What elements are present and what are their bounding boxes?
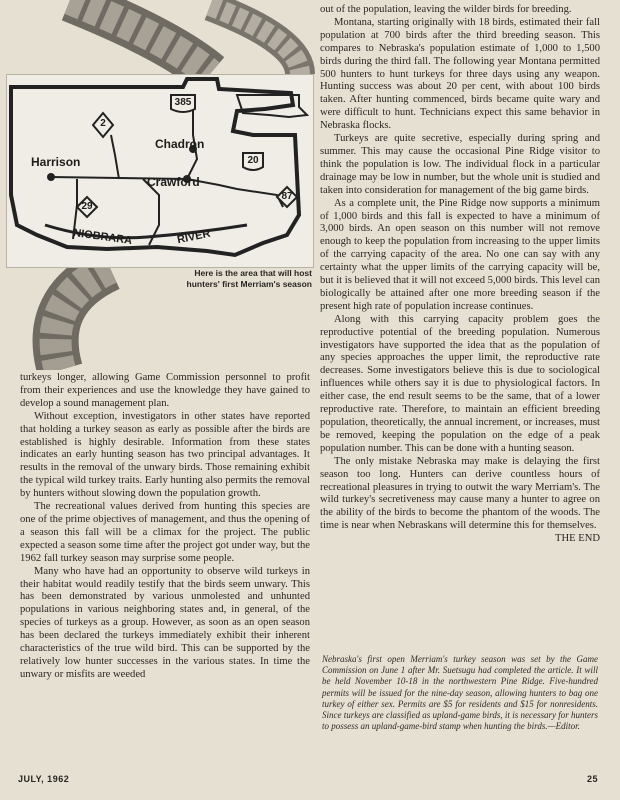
article-right-column — [320, 4, 600, 546]
town-label-harrison: Harrison — [31, 155, 81, 169]
river-label-niobrara: NIOBRARA — [72, 226, 133, 248]
town-label-crawford: Crawford — [147, 175, 200, 189]
paragraph: As a complete unit, the Pine Ridge now supports a minimum of 1,000 birds and this fall is expected to have a minimum of 3,000 birds. An open season on this number will not remove enough to keep the population from increasing to the upper limits of the carrying capacity of the area. No one can say with any certainty what the upper limits of the carrying capacity will be, but it is believed that it will not exceed 5,000 birds. This level can biologically be attained after one more breeding season if the present high rate of population increase continues. — [320, 197, 600, 312]
highway-label-385: 385 — [174, 97, 192, 108]
editor-note: Nebraska's first open Merriam's turkey season was set by the Game Commission on June 1 after Mr. Suetsugu had completed the article. It will be held November 10-18 in the northwestern Pine Ridge. Five-hundred permits will be issued for the nine-day season, allowing hunters to bag one turkey of either sex. Permits are $5 for residents and $15 for nonresidents. Since turkeys are classified as upland-game birds, it is necessary for hunters to possess an upland-game-bird stamp when hunting the birds.—Editor. — [322, 654, 598, 732]
paragraph: Without exception, investigators in other states have reported that holding a turkey season as early as possible after the birds are established is highly desirable. Information from these states indicates an early hunting season has two principal advantages. It results in the removal of the unwary birds. Those remaining exhibit the typical wild turkey traits. Early hunting also permits the removal by hunters without slowing down the population growth. — [20, 410, 310, 500]
paragraph-final — [320, 455, 600, 545]
highway-label-20: 20 — [247, 155, 259, 166]
paragraph: Along with this carrying capacity problem goes the reproductive potential of the breeding population. Numerous investigators have supported the idea that as the population of any species approaches the upper limit, the reproductive rate decreases. Some investigators believe this is due to sociological influences while others say it is due to physiological factors. In either case, the end result seems to be the same, that of a lower reproductive rate. Therefore, to maintain an efficient breeding population, theoretically, the annual increment, or increases, must be removed, keeping the population on the edge of a peak population number. This can be done with a hunting season. — [320, 313, 600, 454]
paragraph: Montana, starting originally with 18 birds, estimated their fall population at 700 birds after the third breeding season. This compares to Nebraska's population estimate of 1,000 to 1,500 birds during the third fall. The following year Montana permitted 500 hunters to hunt turkeys for three days using any weapon. Hunting success was about 20 per cent, with about 100 birds taken. After hunting commenced, birds became quite wary and were difficult to hunt. Technicians expect this same behavior in Nebraska flocks. — [320, 16, 600, 132]
river-label-river: RIVER — [176, 227, 212, 247]
paragraph: out of the population, leaving the wilder birds for breeding. — [320, 4, 572, 15]
paragraph: The only mistake Nebraska may make is delaying the first season too long. Hunters can derive countless hours of recreational pleasures in trying to outwit the wary Merriam's. The wild turkey's secretiveness may cause many a hunter to agree on the ability of the birds to become the phantom of the woods. The time is near when Nebraskans will determine this for themselves. — [320, 455, 600, 532]
town-label-chadron: Chadron — [155, 137, 205, 151]
highway-label-29: 29 — [81, 201, 93, 212]
article-left-column — [20, 372, 310, 682]
paragraph: Many who have had an opportunity to observe wild turkeys in their habitat would readily testify that the birds seem unwary. This has been demonstrated by various unmolested and unhunted populations in various neighboring states and, in general, of the species of turkeys as a group. However, as soon as an open season has been declared the turkeys immediately exhibit their inherent characteristics of the true wild bird. This can be supported by the relatively low hunter successes in the various states. In time the unwary or misfits are weeded — [20, 565, 310, 680]
map-caption: Here is the area that will host hunters' first Merriam's season — [186, 268, 312, 289]
map-drawing — [7, 75, 313, 267]
paragraph: turkeys longer, allowing Game Commission personnel to profit from their experiences and use the knowledge they have gained to develop a sound management plan. — [20, 372, 310, 409]
paragraph: The recreational values derived from hunting this species are one of the prime objectives of management, and thus the opening of a season this fall will be a climax for the project. The public expected a season some time after the project got under way, but the 1962 fall turkey season may surprise some people. — [20, 501, 310, 564]
paragraph: Turkeys are quite secretive, especially during spring and summer. This may cause the occasional Pine Ridge visitor to think the population is low. The individual flock in a particular drainage may be low in number, but the whole unit is studied and taken into consideration for management of the big game birds. — [320, 133, 600, 196]
highway-label-2: 2 — [100, 118, 106, 129]
map-panel — [6, 74, 314, 268]
the-end-mark: THE END — [554, 533, 600, 545]
highway-label-87: 87 — [281, 191, 293, 202]
town-dot-harrison — [47, 173, 55, 181]
page-number: 25 — [586, 774, 598, 784]
issue-date: JULY, 1962 — [18, 774, 70, 784]
